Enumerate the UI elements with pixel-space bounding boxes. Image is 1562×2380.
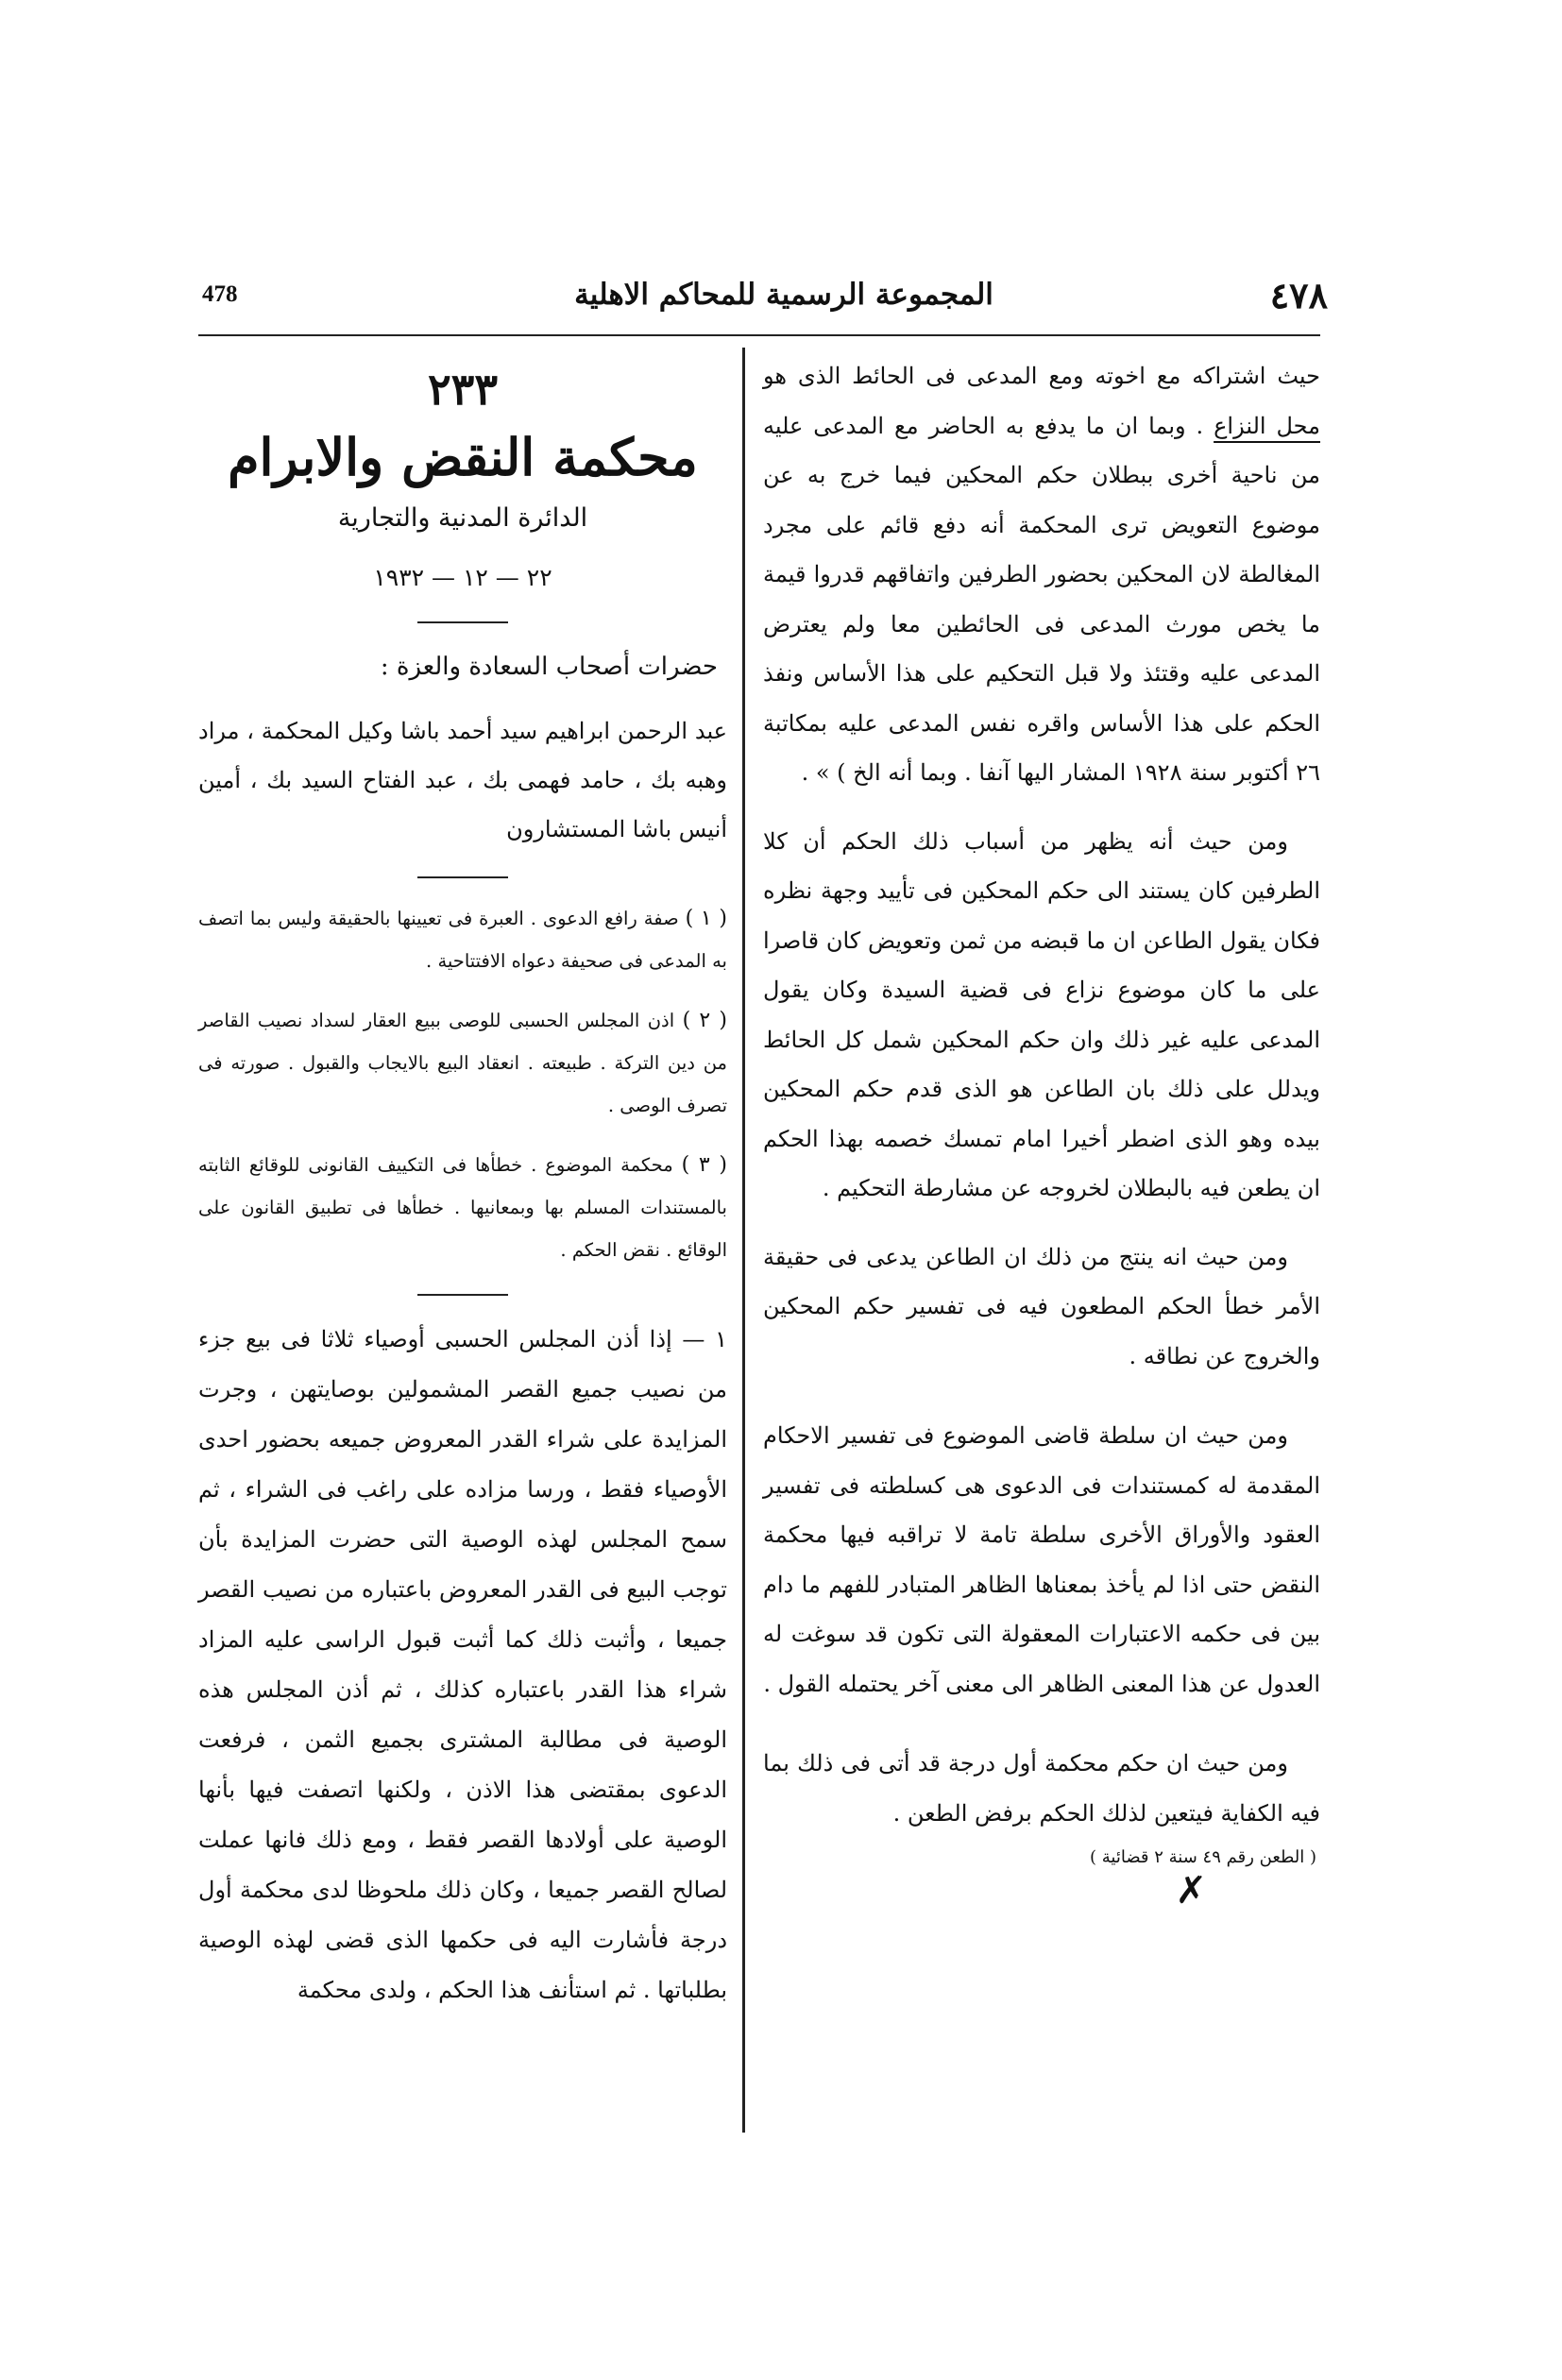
paragraph-5: ومن حيث ان حكم محكمة أول درجة قد أتى فى ذلك بما فيه الكفاية فيتعين لذلك الحكم برفض الطعن .: [763, 1750, 1320, 1827]
case-number: ٢٣٣: [427, 364, 499, 415]
handwritten-mark-icon: ✗: [1175, 1869, 1207, 1912]
headnote-2: [198, 999, 727, 1127]
paragraph-continuation: [763, 351, 1320, 798]
section-rule: [417, 1294, 508, 1296]
judges-list: عبد الرحمن ابراهيم سيد أحمد باشا وكيل المحكمة ، مراد وهبه بك ، حامد فهمى بك ، عبد الفتاح السيد بك ، أمين أنيس باشا المستشارون: [198, 718, 727, 842]
paragraph-1-part-b: . وبما ان ما يدفع به الحاضر مع المدعى عليه من ناحية أخرى ببطلان حكم المحكين فيما خرج به عن موضوع التعويض ترى المحكمة أنه دفع قائم على مجرد المغالطة لان المحكين بحضور الطرفين واتفاقهم قدروا قيمة ما يخص مورث المدعى فى الحائطين معا ولم يعترض المدعى عليه وقتئذ ولا قبل التحكيم على هذا الأساس ونفذ الحكم على هذا الأساس واقره نفس المدعى عليه بمكاتبة ٢٦ أكتوبر سنة ١٩٢٨ المشار اليها آنفا . وبما أنه الخ ) » .: [763, 412, 1320, 786]
right-column: [763, 351, 1320, 1910]
column-divider: [742, 348, 745, 2133]
headnote-number: ( ٢ ): [682, 1009, 727, 1032]
ruling-narrative: ١ — إذا أذن المجلس الحسبى أوصياء ثلاثا فى بيع جزء من نصيب جميع القصر المشمولين بوصايتهن ، وجرت المزايدة على شراء القدر المعروض جميعه بحضور احدى الأوصياء فقط ، ورسا مزاده على راغب فى الشراء ، ثم سمح المجلس لهذه الوصية التى حضرت المزايدة بأن توجب البيع فى القدر المعروض باعتباره من نصيب القصر جميعا ، وأثبت ذلك كما أثبت قبول الراسى عليه المزاد شراء هذا القدر باعتباره كذلك ، ثم أذن المجلس هذه الوصية فى مطالبة المشترى بجميع الثمن ، فرفعت الدعوى بمقتضى هذا الاذن ، ولكنها اتصفت فيها بأنها الوصية على أولادها القصر فقط ، ومع ذلك فانها عملت لصالح القصر جميعا ، وكان ذلك ملحوظا لدى محكمة أول درجة فأشارت اليه فى حكمها الذى قضى لهذه الوصية بطلباتها . ثم استأنف هذا الحكم ، ولدى محكمة: [198, 1326, 728, 2003]
headnote-number: ( ١ ): [685, 907, 728, 930]
paragraph-4: ومن حيث ان سلطة قاضى الموضوع فى تفسير الاحكام المقدمة له كمستندات فى الدعوى هى كسلطته فى تفسير العقود والأوراق الأخرى سلطة تامة لا تراقبه فيها محكمة النقض حتى اذا لم يأخذ بمعناها الظاهر المتبادر للفهم ما دام بين فى حكمه الاعتبارات المعقولة التى تكون قد سوغت له العدول عن هذا المعنى الظاهر الى معنى آخر يحتمله القول .: [763, 1422, 1320, 1697]
appeal-reference: ( الطعن رقم ٤٩ سنة ٢ قضائية ): [1090, 1847, 1316, 1867]
judgment-date: ٢٢ — ١٢ — ١٩٣٢: [373, 564, 552, 591]
paragraph-2: ومن حيث أنه يظهر من أسباب ذلك الحكم أن كلا الطرفين كان يستند الى حكم المحكين فى تأييد وجهة نظره فكان يقول الطاعن ان ما قبضه من ثمن وتعويض كان قاصرا على ما كان موضوع نزاع فى قضية السيدة وكان يقول المدعى عليه غير ذلك وان حكم المحكين شمل كل الحائط ويدلل على ذلك بان الطاعن هو الذى قدم حكم المحكين بيده وهو الذى اضطر أخيرا امام تمسك خصمه بهذا الحكم ان يطعن فيه بالبطلان لخروجه عن مشارطة التحكيم .: [763, 827, 1320, 1201]
page-number-latin: 478: [202, 281, 238, 307]
left-column: [198, 359, 727, 2038]
page-number-arabic: ٤٧٨: [1269, 274, 1328, 316]
paragraph-3: ومن حيث انه ينتج من ذلك ان الطاعن يدعى فى حقيقة الأمر خطأ الحكم المطعون فيه فى تفسير حكم المحكين والخروج عن نطاقه .: [763, 1243, 1320, 1369]
section-rule: [417, 876, 508, 878]
headnote-text: اذن المجلس الحسبى للوصى ببيع العقار لسداد نصيب القاصر من دين التركة . طبيعته . انعقاد البيع بالايجاب والقبول . صورته فى تصرف الوصى .: [198, 1010, 727, 1116]
running-header-title: المجموعة الرسمية للمحاكم الاهلية: [574, 278, 993, 312]
underlined-phrase: محل النزاع: [1214, 412, 1320, 439]
court-circuit: الدائرة المدنية والتجارية: [337, 503, 588, 533]
headnote-3: [198, 1144, 727, 1271]
headnote-text: صفة رافع الدعوى . العبرة فى تعيينها بالحقيقة وليس بما اتصف به المدعى فى صحيفة دعواه الافتتاحية .: [198, 908, 727, 972]
paragraph-1-part-a: حيث اشتراكه مع اخوته ومع المدعى فى الحائط الذى هو: [763, 363, 1320, 389]
court-name: محكمة النقض والابرام: [228, 427, 698, 487]
headnote-text: محكمة الموضوع . خطأها فى التكييف القانونى للوقائع الثابته بالمستندات المسلم بها وبمعانيها . خطأها فى تطبيق القانون على الوقائع . نقض الحكم .: [198, 1154, 727, 1261]
headnote-1: [198, 897, 727, 982]
header-rule: [198, 334, 1320, 336]
judges-heading: حضرات أصحاب السعادة والعزة :: [380, 653, 718, 681]
section-rule: [417, 621, 508, 623]
headnote-number: ( ٣ ): [681, 1153, 727, 1177]
